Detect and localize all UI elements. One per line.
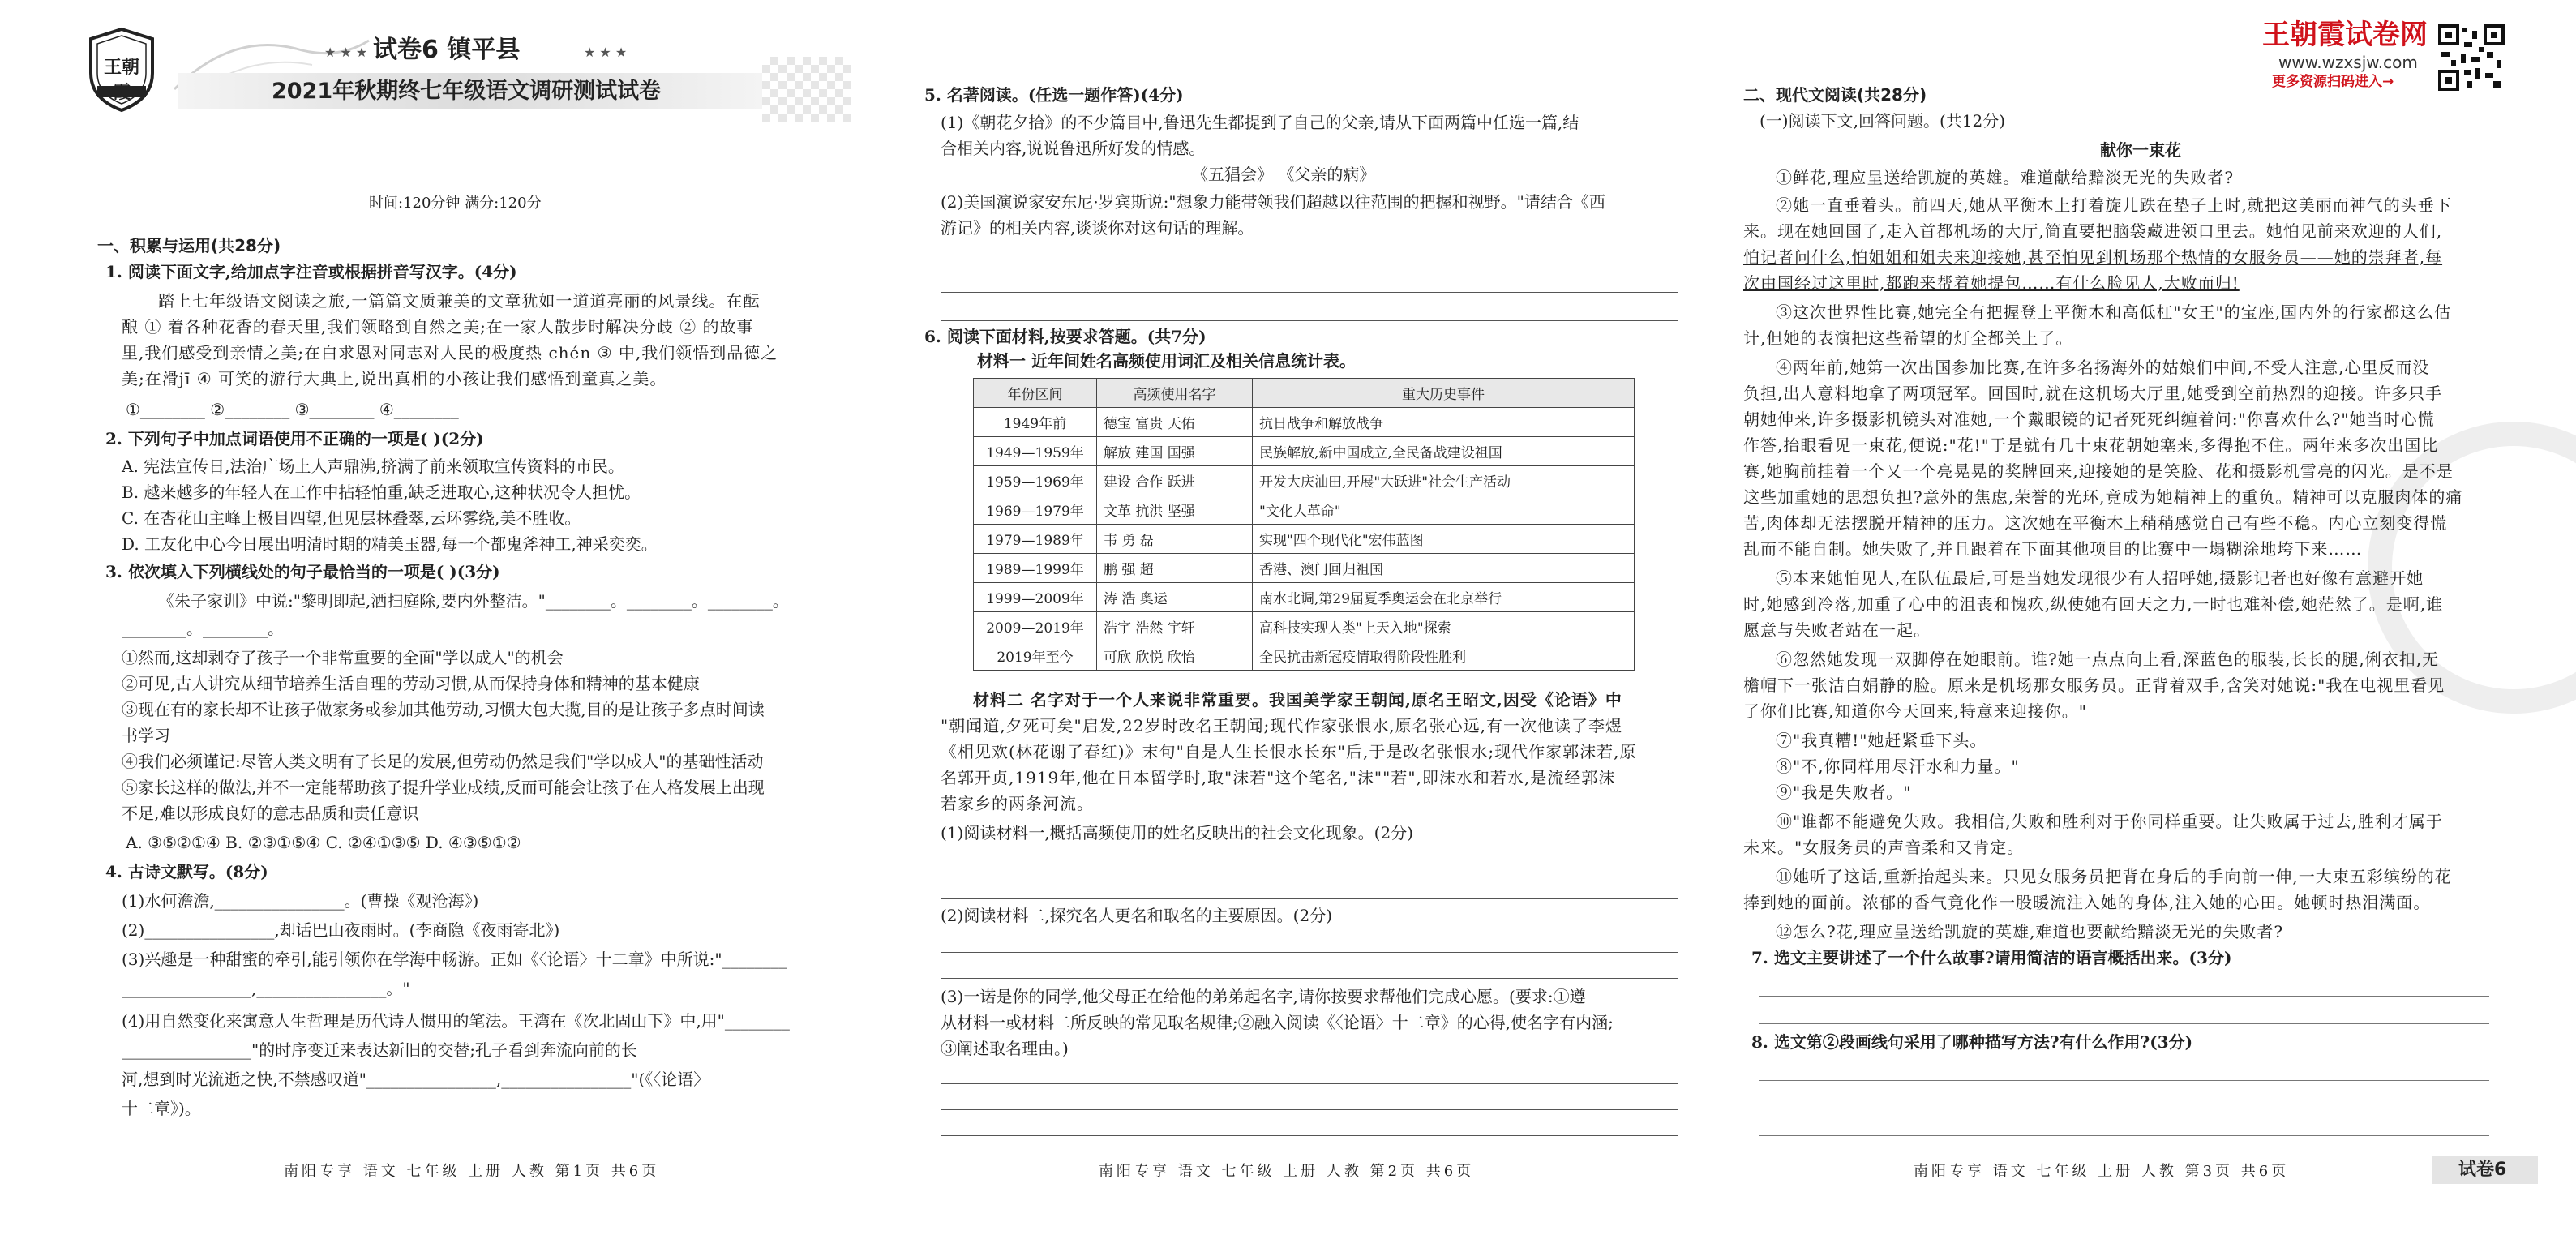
table-cell: 1989—1999年 — [974, 554, 1097, 583]
passage-para: ⑦"我真糟!"她赶紧垂下头。 — [1776, 731, 1987, 750]
passage-para: 愿意与失败者站在一起。 — [1743, 620, 1931, 640]
passage-para: ⑤本来她怕见人,在队伍最后,可是当她发现很少有人招呼她,摄影记者也好像有意避开她 — [1776, 568, 2424, 588]
answer-line[interactable] — [1759, 1023, 2489, 1024]
passage-para: 了你们比赛,知道你今天回来,特意来迎接你。" — [1743, 701, 2087, 721]
question-2: 2. 下列句子中加点词语使用不正确的一项是( )(2分) — [105, 429, 484, 448]
table-header: 重大历史事件 — [1253, 379, 1635, 408]
q3-text[interactable]: ________。________。 — [122, 619, 284, 638]
material-1-label: 材料一 近年间姓名高频使用词汇及相关信息统计表。 — [977, 351, 1356, 371]
table-row — [974, 495, 1635, 525]
passage-para: 时,她感到冷落,加重了心中的沮丧和愧疚,纵使她有回天之力,一时也难补偿,她茫然了。是啊,谁 — [1743, 594, 2444, 614]
q4-item[interactable]: 河,想到时光流逝之快,不禁感叹道"________________,________________"(《〈论语〉 — [122, 1070, 710, 1089]
table-cell: 可欣 欣悦 欣怡 — [1097, 641, 1253, 671]
passage-para: 檐帽下一张洁白娟静的脸。原来是机场那女服务员。正背着双手,含笑对她说:"我在电视里看见 — [1743, 675, 2445, 695]
table-row — [974, 466, 1635, 495]
passage-para: ⑨"我是失败者。" — [1776, 783, 1912, 802]
q3-sentence: ③现在有的家长却不让孩子做家务或参加其他劳动,习惯大包大揽,目的是让孩子多点时间读 — [122, 700, 765, 719]
exam-time: 时间:120分钟 满分:120分 — [369, 195, 542, 212]
brand-logo — [81, 24, 162, 114]
table-cell: 文革 抗洪 坚强 — [1097, 495, 1253, 525]
answer-line[interactable] — [1759, 1135, 2489, 1136]
section-heading: 一、积累与运用(共28分) — [97, 236, 281, 255]
table-cell: 高科技实现人类"上天入地"探索 — [1253, 612, 1635, 641]
q6-item-3: (3)一诺是你的同学,他父母正在给他的弟弟起名字,请你按要求帮他们完成心愿。(要求:①遵 — [941, 987, 1586, 1006]
table-cell: "文化大革命" — [1253, 495, 1635, 525]
table-row — [974, 641, 1635, 671]
table-cell: 2009—2019年 — [974, 612, 1097, 641]
passage-para: 朝她伸来,许多摄影机镜头对准她,一个戴眼镜的记者死死纠缠着问:"你喜欢什么?"她当时心慌 — [1743, 410, 2435, 429]
passage-title: 献你一束花 — [2100, 140, 2181, 160]
q3-sentence: 书学习 — [122, 726, 170, 745]
answer-line[interactable] — [941, 1135, 1678, 1136]
section-heading: 二、现代文阅读(共28分) — [1743, 85, 1927, 105]
q1-text: 踏上七年级语文阅读之旅,一篇篇文质兼美的文章犹如一道道亮丽的风景线。在酝 — [158, 291, 761, 311]
table-cell: 1999—2009年 — [974, 583, 1097, 612]
table-cell: 德宝 富贵 天佑 — [1097, 408, 1253, 437]
q2-option-a: A. 宪法宣传日,法治广场上人声鼎沸,挤满了前来领取宣传资料的市民。 — [122, 457, 624, 476]
q4-item[interactable]: ________________"的时序变迁来表达新旧的交替;孔子看到奔流向前的长 — [122, 1040, 637, 1060]
passage-para: 赛,她胸前挂着一个又一个亮晃晃的奖牌回来,迎接她的是笑脸、花和摄影机雪亮的闪光。是不是 — [1743, 461, 2454, 481]
answer-line[interactable] — [941, 952, 1678, 953]
passage-para: 这些加重她的思想负担?意外的焦虑,荣誉的光环,竟成为她精神上的重负。精神可以克服肉体的痛 — [1743, 487, 2463, 507]
brand-url: www.wzxsjw.com — [2278, 53, 2418, 72]
passage-para: ⑫怎么?花,理应呈送给凯旋的英雄,难道也要献给黯淡无光的失败者? — [1776, 922, 2284, 941]
table-row — [974, 437, 1635, 466]
passage-para: ①鲜花,理应呈送给凯旋的英雄。难道献给黯淡无光的失败者? — [1776, 168, 2235, 187]
table-cell: 涛 浩 奥运 — [1097, 583, 1253, 612]
q3-sentence: ④我们必须谨记:尽管人类文明有了长足的发展,但劳动仍然是我们"学以成人"的基础性活动 — [122, 752, 764, 771]
q5-item: (2)美国演说家安东尼·罗宾斯说:"想象力能带领我们超越以往范围的把握和视野。"请结合《西 — [941, 192, 1605, 212]
q2-option-d: D. 工友化中心今日展出明清时期的精美玉器,每一个都鬼斧神工,神采奕奕。 — [122, 534, 658, 554]
q6-item-1: (1)阅读材料一,概括高频使用的姓名反映出的社会文化现象。(2分) — [941, 823, 1414, 843]
q3-sentence: ②可见,古人讲究从细节培养生活自理的劳动习惯,从而保持身体和精神的基本健康 — [122, 674, 700, 693]
passage-para: 未来。"女服务员的声音柔和又肯定。 — [1743, 838, 2025, 857]
name-statistics-table — [973, 378, 1635, 671]
question-6: 6. 阅读下面材料,按要求答题。(共7分) — [924, 327, 1207, 346]
table-cell: 1949—1959年 — [974, 437, 1097, 466]
q5-options: 《五猖会》 《父亲的病》 — [1192, 165, 1376, 184]
q6-item-3: 从材料一或材料二所反映的常见取名规律;②融入阅读《〈论语〉十二章》的心得,使名字有内涵; — [941, 1013, 1614, 1032]
table-cell: 全民抗击新冠疫情取得阶段性胜利 — [1253, 641, 1635, 671]
answer-line[interactable] — [941, 978, 1678, 979]
q3-options: A. ③⑤②①④ B. ②③①⑤④ C. ②④①③⑤ D. ④③⑤①② — [126, 833, 521, 852]
q3-sentence: ①然而,这却剥夺了孩子一个非常重要的全面"学以成人"的机会 — [122, 648, 564, 667]
q5-item: (1)《朝花夕拾》的不少篇目中,鲁迅先生都提到了自己的父亲,请从下面两篇中任选一篇,结 — [941, 113, 1579, 132]
page-1 — [89, 0, 851, 1235]
answer-line[interactable] — [941, 1109, 1678, 1110]
table-header: 年份区间 — [974, 379, 1097, 408]
answer-line[interactable] — [1759, 996, 2489, 997]
table-cell: 香港、澳门回归祖国 — [1253, 554, 1635, 583]
table-cell: 实现"四个现代化"宏伟蓝图 — [1253, 525, 1635, 554]
answer-line[interactable] — [1759, 1080, 2489, 1081]
table-header: 高频使用名字 — [1097, 379, 1253, 408]
table-cell: 解放 建国 国强 — [1097, 437, 1253, 466]
table-row — [974, 408, 1635, 437]
passage-para: ⑧"不,你同样用尽汗水和力量。" — [1776, 757, 2020, 776]
q3-sentence: 不足,难以形成良好的意志品质和责任意识 — [122, 804, 419, 823]
page-footer: 南阳专享 语文 七年级 上册 人教 第3页 共6页 — [1914, 1163, 2290, 1180]
material-2-text: 若家乡的两条河流。 — [941, 794, 1094, 813]
answer-line[interactable] — [941, 292, 1678, 293]
page-2 — [924, 0, 1687, 1235]
q5-item: 游记》的相关内容,谈谈你对这句话的理解。 — [941, 218, 1254, 238]
material-2-text: 名郭开贞,1919年,他在日本留学时,取"沫若"这个笔名,"沫""若",即沫水和若水,是流经郭沫 — [941, 768, 1616, 787]
table-cell: 1969—1979年 — [974, 495, 1097, 525]
q4-item[interactable]: (3)兴趣是一种甜蜜的牵引,能引领你在学海中畅游。正如《〈论语〉十二章》中所说:"________ — [122, 950, 787, 969]
passage-para: ⑩"谁都不能避免失败。我相信,失败和胜利对于你同样重要。让失败属于过去,胜利才属于 — [1776, 812, 2443, 831]
table-cell: 韦 勇 磊 — [1097, 525, 1253, 554]
logo-text: 王朝霞 — [103, 57, 139, 103]
material-2-text: 材料二 名字对于一个人来说非常重要。我国美学家王朝闻,原名王昭文,因受《论语》中 — [973, 690, 1622, 710]
passage-para: 来。现在她回国了,走入首都机场的大厅,简直要把脑袋藏进领口里去。她怕见前来欢迎的人们, — [1743, 221, 2443, 241]
q3-text: 《朱子家训》中说:"黎明即起,洒扫庭除,要内外整洁。"________。________。________。 — [158, 591, 789, 611]
table-cell: 1959—1969年 — [974, 466, 1097, 495]
q4-item[interactable]: (4)用自然变化来寓意人生哲理是历代诗人惯用的笔法。王湾在《次北固山下》中,用"________ — [122, 1011, 790, 1031]
passage-para: 苦,肉体却无法摆脱开精神的压力。这次她在平衡木上稍稍感觉自己有些不稳。内心立刻变得慌 — [1743, 513, 2448, 533]
page-title: 试卷6 镇平县 — [373, 36, 521, 64]
q4-item: 十二章》)。 — [122, 1099, 201, 1118]
material-2-text: "朝闻道,夕死可矣"启发,22岁时改名王朝闻;现代作家张恨水,原名张心远,有一次他读了李煜 — [941, 716, 1623, 735]
table-cell: 1949年前 — [974, 408, 1097, 437]
checker-pattern — [762, 57, 851, 122]
q1-text: 酿 ① 着各种花香的春天里,我们领略到自然之美;在一家人散步时解决分歧 ② 的故事 — [122, 317, 754, 337]
passage-para-underlined: 次由国经过这里时,都跑来帮着她提包……有什么脸见人,大败而归! — [1743, 273, 2240, 293]
q4-item[interactable]: ________________,________________。" — [122, 979, 410, 998]
q6-item-3: ③阐述取名理由。) — [941, 1039, 1069, 1058]
q1-text: 里,我们感受到亲情之美;在白求恩对同志对人民的极度热 chén ③ 中,我们领悟到品德之 — [122, 343, 778, 362]
table-cell: 抗日战争和解放战争 — [1253, 408, 1635, 437]
passage-para: 作答,抬眼看见一束花,便说:"花!"于是就有几十束花朝她塞来,多得抱不住。两年来多次出国比 — [1743, 435, 2439, 455]
passage-para-underlined: 怕记者问什么,怕姐姐和姐夫来迎接她,甚至怕见到机场那个热情的女服务员——她的崇拜者,每 — [1743, 247, 2443, 267]
table-row — [974, 554, 1635, 583]
passage-para: 乱而不能自制。她失败了,并且跟着在下面其他项目的比赛中一塌糊涂地垮下来…… — [1743, 539, 2363, 559]
passage-para: ④两年前,她第一次出国参加比赛,在许多名扬海外的姑娘们中间,不受人注意,心里反而没 — [1776, 358, 2430, 377]
passage-para: 捧到她的面前。浓郁的香气竟化作一股暖流注入她的身体,注入她的心田。她顿时热泪满面。 — [1743, 893, 2431, 912]
answer-line[interactable] — [941, 1083, 1678, 1084]
material-2-text: 《相见欢(林花谢了春红)》末句"自是人生长恨水长东"后,于是改名张恨水;现代作家郭沫若,原 — [941, 742, 1637, 761]
table-cell: 建设 合作 跃进 — [1097, 466, 1253, 495]
question-5: 5. 名著阅读。(任选一题作答)(4分) — [924, 85, 1184, 105]
table-cell: 民族解放,新中国成立,全民备战建设祖国 — [1253, 437, 1635, 466]
page-footer: 南阳专享 语文 七年级 上册 人教 第1页 共6页 — [284, 1163, 660, 1180]
question-8: 8. 选文第②段画线句采用了哪种描写方法?有什么作用?(3分) — [1751, 1032, 2193, 1052]
question-1: 1. 阅读下面文字,给加点字注音或根据拼音写汉字。(4分) — [105, 262, 517, 281]
q3-sentence: ⑤家长这样的做法,并不一定能帮助孩子提升学业成绩,反而可能会让孩子在人格发展上出现 — [122, 778, 765, 797]
q5-item: 合相关内容,说说鲁迅所好发的情感。 — [941, 139, 1206, 158]
question-3: 3. 依次填入下列横线处的句子最恰当的一项是( )(3分) — [105, 562, 500, 581]
qr-code-icon — [2437, 23, 2506, 92]
brand-name: 王朝霞试卷网 — [2262, 19, 2428, 51]
title-stars-left: ★ ★ ★ — [324, 45, 368, 60]
table-row — [974, 612, 1635, 641]
page-3 — [1743, 0, 2507, 1235]
subsection-heading: (一)阅读下文,回答问题。(共12分) — [1759, 111, 2006, 131]
passage-para: ⑪她听了这话,重新抬起头来。只见女服务员把背在身后的手向前一伸,一大束五彩缤纷的花 — [1776, 867, 2452, 886]
passage-para: ②她一直垂着头。前四天,她从平衡木上打着旋儿跌在垫子上时,就把这美丽而神气的头垂下 — [1776, 195, 2452, 215]
q2-option-b: B. 越来越多的年轻人在工作中拈轻怕重,缺乏进取心,这种状况令人担忧。 — [122, 482, 641, 502]
q4-item[interactable]: (1)水何澹澹,________________。(曹操《观沧海》) — [122, 891, 479, 911]
page-footer: 南阳专享 语文 七年级 上册 人教 第2页 共6页 — [1099, 1163, 1475, 1180]
table-row — [974, 583, 1635, 612]
table-cell: 2019年至今 — [974, 641, 1097, 671]
question-4: 4. 古诗文默写。(8分) — [105, 862, 268, 881]
answer-line[interactable] — [941, 898, 1678, 899]
passage-para: ③这次世界性比赛,她完全有把握登上平衡木和高低杠"女王"的宝座,国内外的行家都这么估 — [1776, 302, 2452, 322]
q1-text: 美;在滑jī ④ 可笑的游行大典上,说出真相的小孩让我们感悟到童真之美。 — [122, 369, 667, 388]
table-cell: 浩宇 浩然 宇轩 — [1097, 612, 1253, 641]
table-cell: 鹏 强 超 — [1097, 554, 1253, 583]
q6-item-2: (2)阅读材料二,探究名人更名和取名的主要原因。(2分) — [941, 906, 1333, 925]
passage-para: 负担,出人意料地拿了两项冠军。回国时,就在这机场大厅里,她受到空前热烈的迎接。许多只手 — [1743, 384, 2443, 403]
exam-subtitle: 2021年秋期终七年级语文调研测试试卷 — [272, 79, 662, 104]
title-stars-right: ★ ★ ★ — [584, 45, 628, 60]
brand-tagline: 更多资源扫码进入→ — [2272, 74, 2394, 90]
table-cell: 1979—1989年 — [974, 525, 1097, 554]
q4-item[interactable]: (2)________________,却话巴山夜雨时。(李商隐《夜雨寄北》) — [122, 920, 560, 940]
passage-para: 计,但她的表演把这些希望的灯全都关上了。 — [1743, 328, 2073, 348]
table-cell: 开发大庆油田,开展"大跃进"社会生产活动 — [1253, 466, 1635, 495]
exam-tag-label: 试卷6 — [2458, 1160, 2507, 1180]
table-row — [974, 525, 1635, 554]
table-cell: 南水北调,第29届夏季奥运会在北京举行 — [1253, 583, 1635, 612]
passage-para: ⑥忽然她发现一双脚停在她眼前。谁?她一点点向上看,深蓝色的服装,长长的腿,俐衣扣,无 — [1776, 650, 2440, 669]
q1-blanks[interactable]: ①________ ②________ ③________ ④________ — [126, 400, 459, 419]
question-7: 7. 选文主要讲述了一个什么故事?请用简洁的语言概括出来。(3分) — [1751, 948, 2232, 967]
q2-option-c: C. 在杏花山主峰上极目四望,但见层林叠翠,云环雾绕,美不胜收。 — [122, 508, 581, 528]
answer-line[interactable] — [941, 320, 1678, 321]
